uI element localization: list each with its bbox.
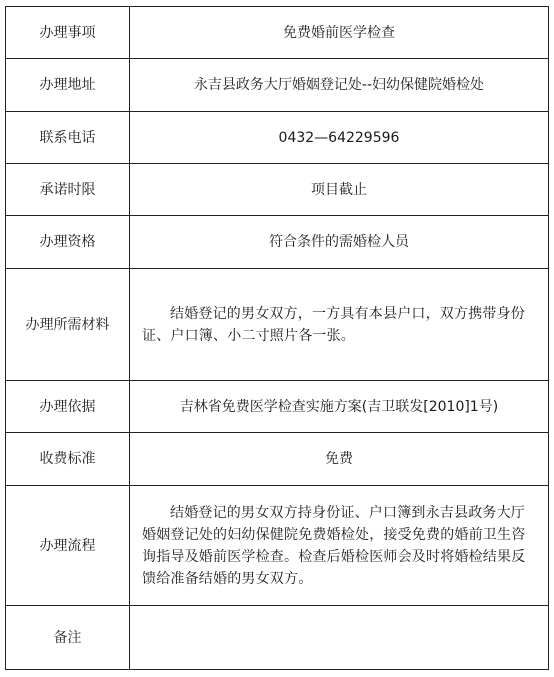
row-label: 收费标准 bbox=[6, 433, 130, 486]
table-row bbox=[6, 381, 549, 433]
row-value: 符合条件的需婚检人员 bbox=[130, 216, 549, 269]
row-value: 免费 bbox=[130, 433, 549, 486]
row-value: 0432—64229596 bbox=[130, 112, 549, 164]
service-info-table bbox=[5, 6, 549, 670]
row-value: 永吉县政务大厅婚姻登记处--妇幼保健院婚检处 bbox=[130, 59, 549, 112]
row-label: 联系电话 bbox=[6, 112, 130, 164]
table-row bbox=[6, 164, 549, 216]
row-label: 承诺时限 bbox=[6, 164, 130, 216]
table-row bbox=[6, 7, 549, 59]
table-row bbox=[6, 606, 549, 670]
row-value: 免费婚前医学检查 bbox=[130, 7, 549, 59]
row-label: 备注 bbox=[6, 606, 130, 670]
row-value: 结婚登记的男女双方，一方具有本县户口，双方携带身份证、户口簿、小二寸照片各一张。 bbox=[130, 269, 549, 381]
row-label: 办理所需材料 bbox=[6, 269, 130, 381]
table-row bbox=[6, 216, 549, 269]
table-row bbox=[6, 112, 549, 164]
row-label: 办理资格 bbox=[6, 216, 130, 269]
row-value bbox=[130, 606, 549, 670]
row-value: 结婚登记的男女双方持身份证、户口簿到永吉县政务大厅婚姻登记处的妇幼保健院免费婚检处，接受免费的婚前卫生咨询指导及婚前医学检查。检查后婚检医师会及时将婚检结果反馈给准备结婚的男女双方。 bbox=[130, 486, 549, 606]
row-label: 办理流程 bbox=[6, 486, 130, 606]
row-value: 项目截止 bbox=[130, 164, 549, 216]
table-row bbox=[6, 433, 549, 486]
row-value: 吉林省免费医学检查实施方案(吉卫联发[2010]1号) bbox=[130, 381, 549, 433]
table-row bbox=[6, 486, 549, 606]
row-label: 办理依据 bbox=[6, 381, 130, 433]
table-row bbox=[6, 269, 549, 381]
table-row bbox=[6, 59, 549, 112]
row-label: 办理地址 bbox=[6, 59, 130, 112]
row-label: 办理事项 bbox=[6, 7, 130, 59]
